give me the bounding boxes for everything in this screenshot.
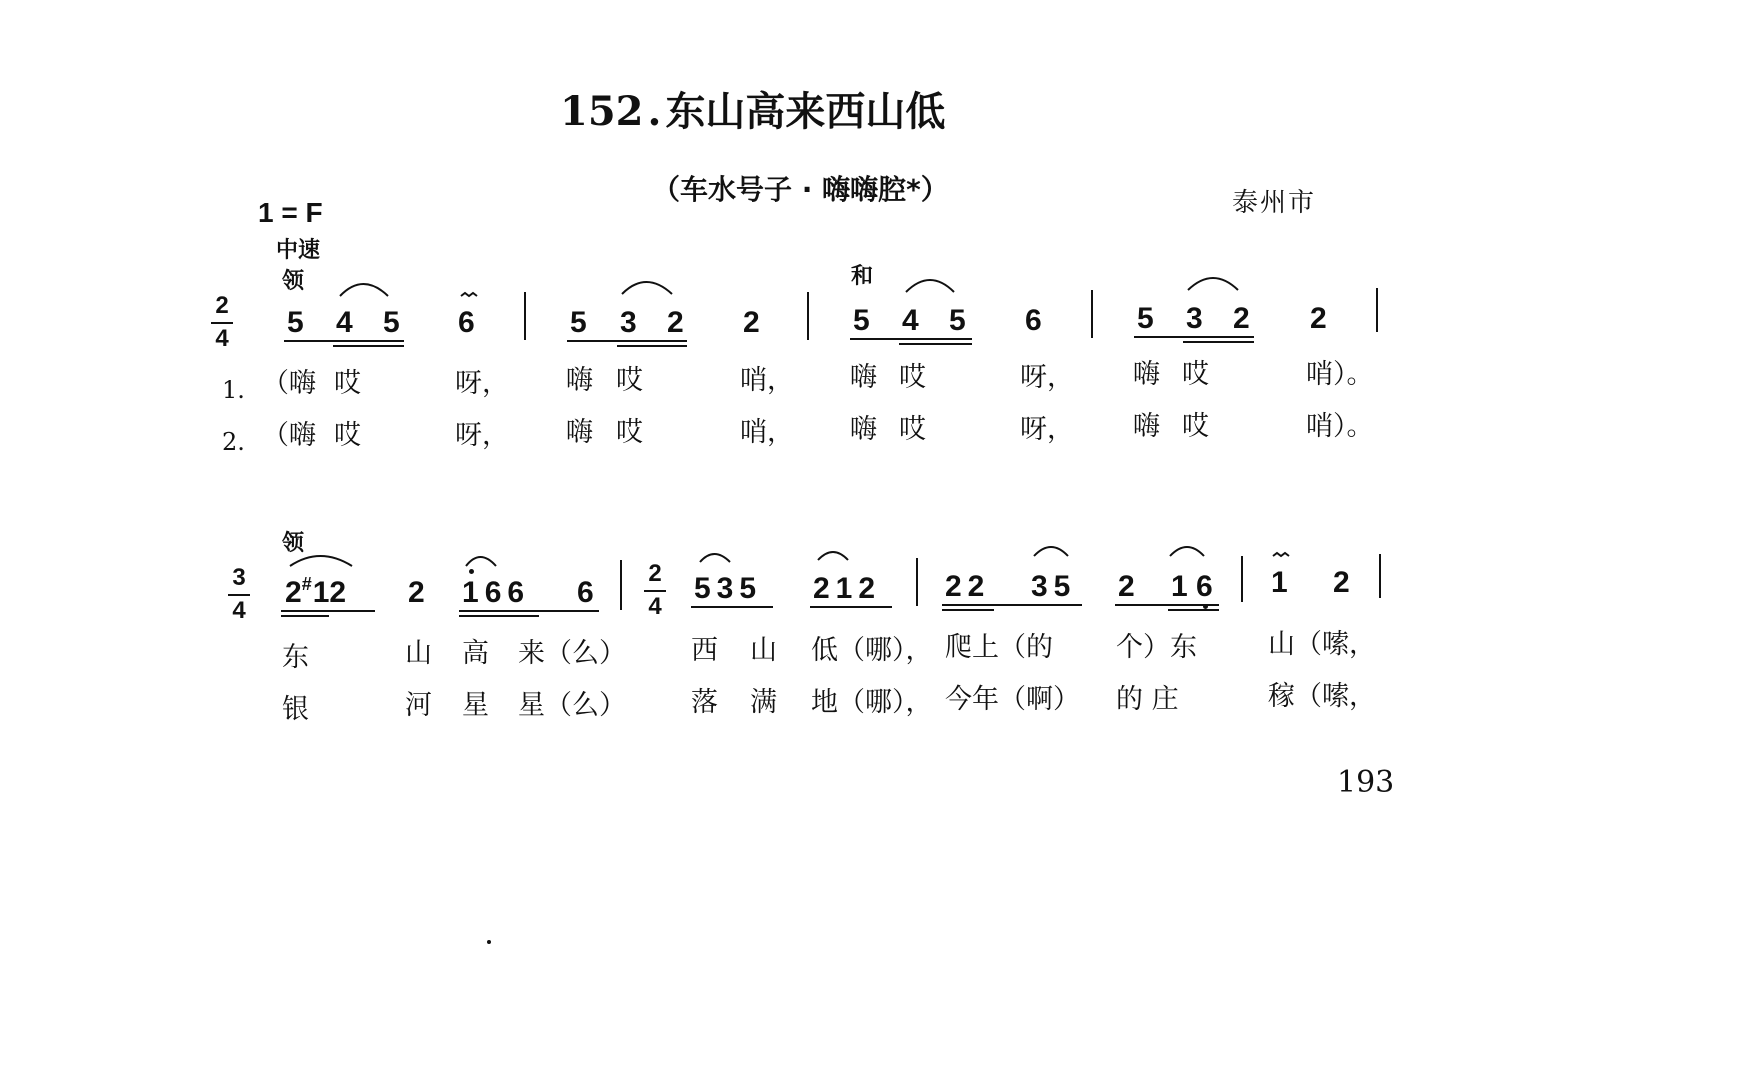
key-signature: 1 = F xyxy=(258,197,323,228)
time-sig-bottom: 4 xyxy=(648,593,662,620)
lyric: 星 xyxy=(462,690,489,721)
lyric: 地（哪）， xyxy=(811,687,933,718)
lyric: 哎 xyxy=(334,368,361,399)
note: 12 xyxy=(312,576,347,609)
note: 2 xyxy=(743,306,760,339)
time-sig-top: 2 xyxy=(215,292,229,319)
tempo-marking: 中速 xyxy=(276,238,321,263)
verse-number: 2. xyxy=(222,428,245,456)
lyric: 爬上（的 xyxy=(945,632,1053,663)
note: 1 xyxy=(1171,570,1188,603)
note: 2 xyxy=(408,576,425,609)
slur xyxy=(622,282,672,294)
lyric: 山 xyxy=(405,638,432,669)
slur xyxy=(1034,547,1068,556)
slur xyxy=(700,554,730,562)
note: 2 xyxy=(1118,570,1135,603)
note: 66 xyxy=(484,576,531,609)
note: 2 xyxy=(1333,566,1350,599)
note: 3 xyxy=(1186,302,1203,335)
lyric: 哎 xyxy=(616,365,643,396)
lyric: 嗨 xyxy=(1133,411,1160,442)
lyric: 银 xyxy=(282,694,309,725)
lyric: 哨， xyxy=(740,417,794,448)
lyric: 哎 xyxy=(1182,359,1209,390)
lyric: （嗨 xyxy=(262,368,316,399)
lyric: 稼（嗦， xyxy=(1268,681,1376,712)
lyric: （嗨 xyxy=(262,420,316,451)
lyric: 西 xyxy=(691,635,718,666)
note: 5 xyxy=(949,304,966,337)
lyric: 满 xyxy=(750,687,777,718)
chorus-marking: 和 xyxy=(851,264,874,289)
note: 212 xyxy=(813,572,882,605)
note: 5 xyxy=(383,306,400,339)
region-label: 泰州市 xyxy=(1232,188,1317,218)
lyric: 来（么） xyxy=(518,638,626,669)
lead-marking-2: 领 xyxy=(282,531,305,556)
stray-mark xyxy=(487,940,491,944)
note: 5 xyxy=(570,306,587,339)
note: 22 xyxy=(945,570,991,603)
verse-number: 1. xyxy=(222,376,245,404)
sharp-accidental: # xyxy=(301,574,312,594)
lyric: 嗨 xyxy=(1133,359,1160,390)
note: 5 xyxy=(1137,302,1154,335)
lyric: 哎 xyxy=(616,417,643,448)
note: 4 xyxy=(336,306,353,339)
time-sig-top: 3 xyxy=(232,564,246,591)
slur xyxy=(340,284,388,296)
song-subtitle: （车水号子 · 嗨嗨腔*） xyxy=(652,173,949,206)
note: 3 xyxy=(620,306,637,339)
trill-mark xyxy=(1273,553,1289,556)
lyric: 河 xyxy=(405,690,432,721)
note: 6 xyxy=(577,576,594,609)
lyric: 呀， xyxy=(1020,414,1074,445)
note: 35 xyxy=(1031,570,1077,603)
lyric: 低（哪）， xyxy=(811,635,933,666)
lyric: 哎 xyxy=(899,414,926,445)
page-number: 193 xyxy=(1337,765,1395,800)
lyric: 哎 xyxy=(1182,411,1209,442)
lyric: 山 xyxy=(750,635,777,666)
lyric: 哎 xyxy=(334,420,361,451)
slur xyxy=(1188,278,1238,290)
lyric: 嗨 xyxy=(850,414,877,445)
lead-marking-1: 领 xyxy=(282,269,305,294)
lyric: 嗨 xyxy=(566,417,593,448)
note: 6 xyxy=(1196,570,1213,603)
lyric: 山（嗦， xyxy=(1268,629,1376,660)
slur xyxy=(466,557,496,566)
note: 4 xyxy=(902,304,919,337)
time-sig-bottom: 4 xyxy=(232,597,246,624)
lyric: 呀， xyxy=(455,420,509,451)
time-sig-bottom: 4 xyxy=(215,325,229,352)
note: 1 xyxy=(462,576,485,609)
slur xyxy=(906,280,954,292)
slur xyxy=(818,552,848,560)
song-name: 东山高来西山低 xyxy=(665,88,946,135)
lyric: 哨）。 xyxy=(1306,411,1374,442)
slur xyxy=(290,556,352,566)
lyric: 高 xyxy=(462,638,489,669)
note: 5 xyxy=(287,306,304,339)
song-number: 152 xyxy=(560,88,644,135)
time-sig-top: 2 xyxy=(648,560,662,587)
lyric: 嗨 xyxy=(566,365,593,396)
lyric: 嗨 xyxy=(850,362,877,393)
lyric: 的 庄 xyxy=(1116,684,1179,715)
note: 1 xyxy=(1271,566,1288,599)
lyric: 个）东 xyxy=(1116,632,1197,663)
lyric: 哨， xyxy=(740,365,794,396)
lyric: 星（么） xyxy=(518,690,626,721)
note: 2 xyxy=(1233,302,1250,335)
note: 2 xyxy=(285,576,302,609)
lyric: 呀， xyxy=(1020,362,1074,393)
slur xyxy=(1170,547,1204,556)
note: 6 xyxy=(458,306,475,339)
lyric: 今年（啊） xyxy=(945,684,1080,715)
note: 2 xyxy=(667,306,684,339)
lyric: 呀， xyxy=(455,368,509,399)
note: 6 xyxy=(1025,304,1042,337)
note: 535 xyxy=(694,572,763,605)
trill-mark xyxy=(461,293,477,296)
lyric: 落 xyxy=(691,687,718,718)
lyric: 哨）。 xyxy=(1306,359,1374,390)
title-dot: . xyxy=(647,88,662,135)
note: 2 xyxy=(1310,302,1327,335)
lyric: 东 xyxy=(282,642,309,673)
lyric: 哎 xyxy=(899,362,926,393)
note: 5 xyxy=(853,304,870,337)
